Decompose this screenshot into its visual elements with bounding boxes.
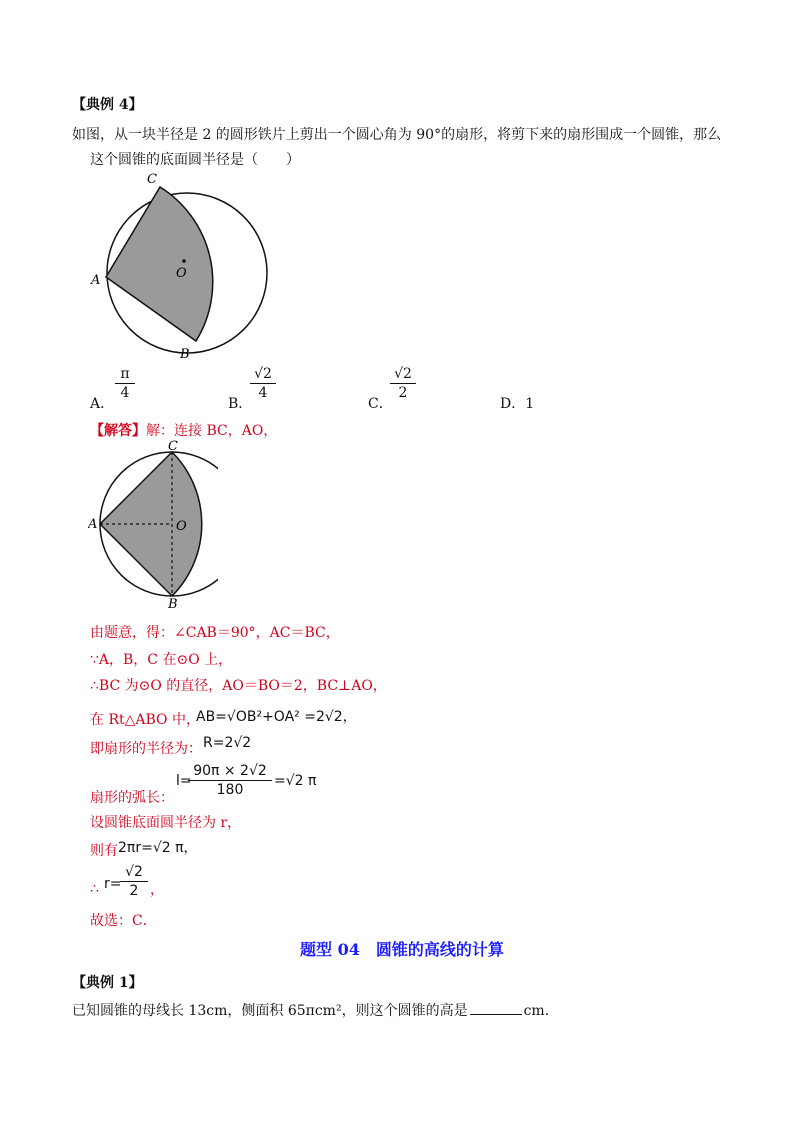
solution-intro — [90, 420, 277, 440]
solution-line8-text: 则有 — [90, 843, 118, 859]
solution-line9-fraction — [120, 864, 148, 899]
solution-line2: ∵A，B，C 在⊙O 上， — [90, 652, 233, 668]
solution-line9-tail: ， — [150, 882, 164, 898]
option-a-label: A． — [90, 396, 115, 412]
option-b-numerator: √2 — [254, 366, 272, 382]
figure1-label-b: B — [180, 347, 190, 362]
option-a-denominator: 4 — [120, 385, 130, 401]
solution-line10: 故选：C． — [90, 913, 157, 929]
solution-line6-denominator: 180 — [216, 782, 244, 798]
solution-line7: 设圆锥底面圆半径为 r， — [90, 815, 242, 831]
example4-question-line2: 这个圆锥的底面圆半径是（ ） — [90, 152, 300, 168]
solution-line5-math: R=2√2 — [203, 735, 252, 751]
solution-line5-text: 即扇形的半径为： — [90, 741, 202, 757]
section-title: 题型 04 圆锥的高线的计算 — [300, 940, 504, 959]
example4-question-line1: 如图，从一块半径是 2 的圆形铁片上剪出一个圆心角为 90°的扇形，将剪下来的扇形围成一个圆锥，那么 — [72, 127, 722, 143]
figure1-sector-in-circle — [88, 170, 284, 366]
example1-question-post: cm． — [523, 1003, 559, 1019]
figure2-sector-in-circle — [88, 440, 218, 610]
example1-question-pre: 已知圆锥的母线长 13cm，侧面积 65πcm²，则这个圆锥的高是 — [72, 1003, 468, 1019]
option-a-numerator: π — [120, 366, 130, 382]
option-b-denominator: 4 — [258, 385, 268, 401]
solution-line9-text: ∴ — [90, 881, 99, 897]
solution-line4-text: 在 Rt△ABO 中， — [90, 712, 200, 728]
figure1-label-a: A — [91, 273, 101, 288]
figure1-sector — [106, 187, 213, 341]
option-c-denominator: 2 — [398, 385, 408, 401]
solution-line6-text: 扇形的弧长： — [90, 790, 174, 806]
solution-intro-text: 解：连接 BC，AO， — [146, 423, 278, 439]
figure2-label-a: A — [88, 517, 98, 532]
solution-line9-denominator: 2 — [129, 883, 139, 899]
solution-line8-math: 2πr=√2 π， — [118, 840, 198, 856]
example1-heading: 【典例 1】 — [72, 975, 143, 991]
solution-tag: 【解答】 — [90, 423, 146, 439]
example4-heading: 【典例 4】 — [72, 97, 143, 113]
option-b-label: B． — [228, 396, 253, 412]
option-b-fraction — [250, 366, 276, 401]
solution-line6-rhs: =√2 π — [274, 773, 317, 789]
solution-line6-lhs: l= — [176, 773, 192, 789]
option-c-fraction — [390, 366, 416, 401]
solution-line1: 由题意，得：∠CAB＝90°，AC＝BC， — [90, 625, 340, 641]
answer-blank[interactable] — [470, 1002, 522, 1015]
figure1-label-c: C — [147, 172, 157, 187]
figure1-label-o: O — [176, 266, 187, 281]
solution-line3: ∴BC 为⊙O 的直径，AO＝BO＝2，BC⊥AO， — [90, 678, 387, 694]
example1-question — [72, 1000, 559, 1020]
figure2-label-b: B — [168, 597, 178, 610]
figure2-label-c: C — [168, 440, 178, 454]
solution-line6-fraction — [188, 763, 272, 798]
figure1-center-dot — [182, 259, 186, 263]
option-c-numerator: √2 — [394, 366, 412, 382]
figure2-label-o: O — [176, 519, 187, 534]
solution-line6-numerator: 90π × 2√2 — [193, 763, 267, 779]
solution-line4-math: AB=√OB²+OA² =2√2， — [196, 709, 357, 725]
option-a-fraction — [115, 366, 135, 401]
option-d: D．1 — [500, 396, 535, 412]
solution-line9-lhs: r= — [104, 876, 122, 892]
option-c-label: C． — [368, 396, 393, 412]
solution-line9-numerator: √2 — [125, 864, 143, 880]
